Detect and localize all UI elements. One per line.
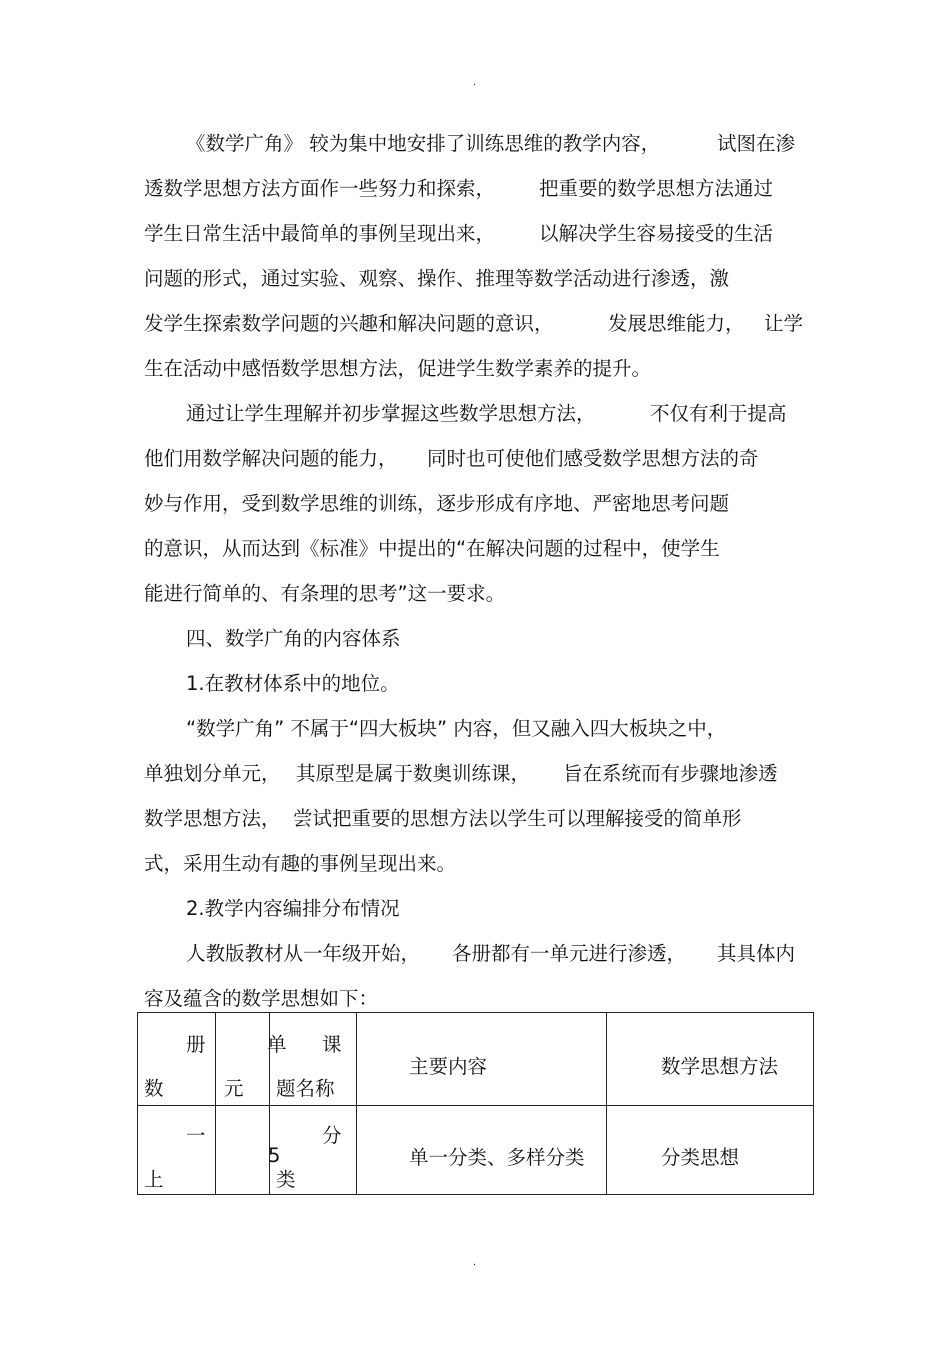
cell-text: 数学思想方法 — [661, 1055, 779, 1078]
table-header-row — [138, 1013, 814, 1106]
row-cell-unit — [216, 1106, 281, 1195]
content-table — [137, 1012, 814, 1195]
text-segment: 试图在渗 — [717, 132, 796, 155]
cell-text: 上 — [144, 1168, 164, 1191]
text-segment: 人教版教材从一年级开始， — [186, 942, 421, 965]
text-segment: 发展思维能力， — [608, 312, 745, 335]
cell-text: 分类思想 — [661, 1146, 740, 1169]
header-cell-volume — [138, 1013, 216, 1106]
text-segment: 学生日常生活中最简单的事例呈现出来， — [144, 222, 496, 245]
cell-text: 册 — [186, 1033, 206, 1056]
text-segment: 通过让学生理解并初步掌握这些数学思想方法， — [186, 402, 596, 425]
table-row — [138, 1106, 814, 1195]
text-segment: “数学广角” 不属于“四大板块” 内容，但又融入四大板块之中， — [186, 717, 727, 740]
text-segment: 不仅有利于提高 — [650, 402, 787, 425]
cell-text: 题名称 — [276, 1077, 335, 1100]
cell-text: 类 — [276, 1168, 296, 1191]
text-segment: 容及蕴含的数学思想如下： — [144, 987, 379, 1010]
cell-text: 主要内容 — [409, 1055, 488, 1078]
text-segment: 式，采用生动有趣的事例呈现出来。 — [144, 852, 457, 875]
heading-text: 2.教学内容编排分布情况 — [186, 897, 400, 920]
row-cell-thinking-method — [607, 1106, 814, 1195]
heading-text: 四、数学广角的内容体系 — [186, 627, 401, 650]
header-cell-main-content — [357, 1013, 607, 1106]
text-segment: 旨在系统而有步骤地渗透 — [563, 762, 778, 785]
text-segment: 各册都有一单元进行渗透， — [452, 942, 687, 965]
header-cell-thinking-method — [607, 1013, 814, 1106]
header-cell-unit — [216, 1013, 270, 1106]
text-segment: 数学思想方法， — [144, 807, 281, 830]
text-segment: 能进行简单的、有条理的思考”这一要求。 — [144, 582, 506, 605]
cell-text: 单一分类、多样分类 — [409, 1146, 585, 1169]
text-segment: 其原型是属于数奥训练课， — [296, 762, 531, 785]
heading-text: 1.在教材体系中的地位。 — [186, 672, 400, 695]
text-segment: 生在活动中感悟数学思想方法，促进学生数学素养的提升。 — [144, 357, 652, 380]
row-cell-lesson-title — [270, 1106, 357, 1195]
cell-text: 元 — [224, 1077, 244, 1100]
cell-text: 单 — [267, 1033, 287, 1056]
cell-text: 数 — [144, 1077, 164, 1100]
text-segment: 尝试把重要的思想方法以学生可以理解接受的简单形 — [293, 807, 742, 830]
text-segment: 以解决学生容易接受的生活 — [539, 222, 774, 245]
bottom-page-marker: . — [473, 1257, 477, 1268]
text-segment: 其具体内 — [717, 942, 796, 965]
text-segment: 《数学广角》 较为集中地安排了训练思维的教学内容， — [186, 132, 661, 155]
text-segment: 问题的形式，通过实验、观察、操作、推理等数学活动进行渗透，激 — [144, 267, 730, 290]
text-segment: 单独划分单元， — [144, 762, 281, 785]
text-segment: 他们用数学解决问题的能力， — [144, 447, 398, 470]
header-cell-lesson-title — [267, 1013, 357, 1106]
cell-text: 5 — [268, 1144, 281, 1167]
text-segment: 的意识，从而达到《标准》中提出的“在解决问题的过程中，使学生 — [144, 537, 720, 560]
cell-text: 一 — [186, 1124, 206, 1147]
cell-text: 课 — [322, 1033, 342, 1056]
text-segment: 妙与作用，受到数学思维的训练，逐步形成有序地、严密地思考问题 — [144, 492, 730, 515]
row-cell-volume — [138, 1106, 216, 1195]
row-cell-main-content — [357, 1106, 607, 1195]
text-segment: 同时也可使他们感受数学思想方法的奇 — [427, 447, 759, 470]
text-segment: 把重要的数学思想方法通过 — [539, 177, 774, 200]
text-segment: 发学生探索数学问题的兴趣和解决问题的意识， — [144, 312, 554, 335]
cell-text: 分 — [322, 1124, 342, 1147]
text-segment: 让学 — [764, 312, 804, 335]
top-page-marker: . — [473, 77, 477, 88]
text-segment: 透数学思想方法方面作一些努力和探索， — [144, 177, 496, 200]
